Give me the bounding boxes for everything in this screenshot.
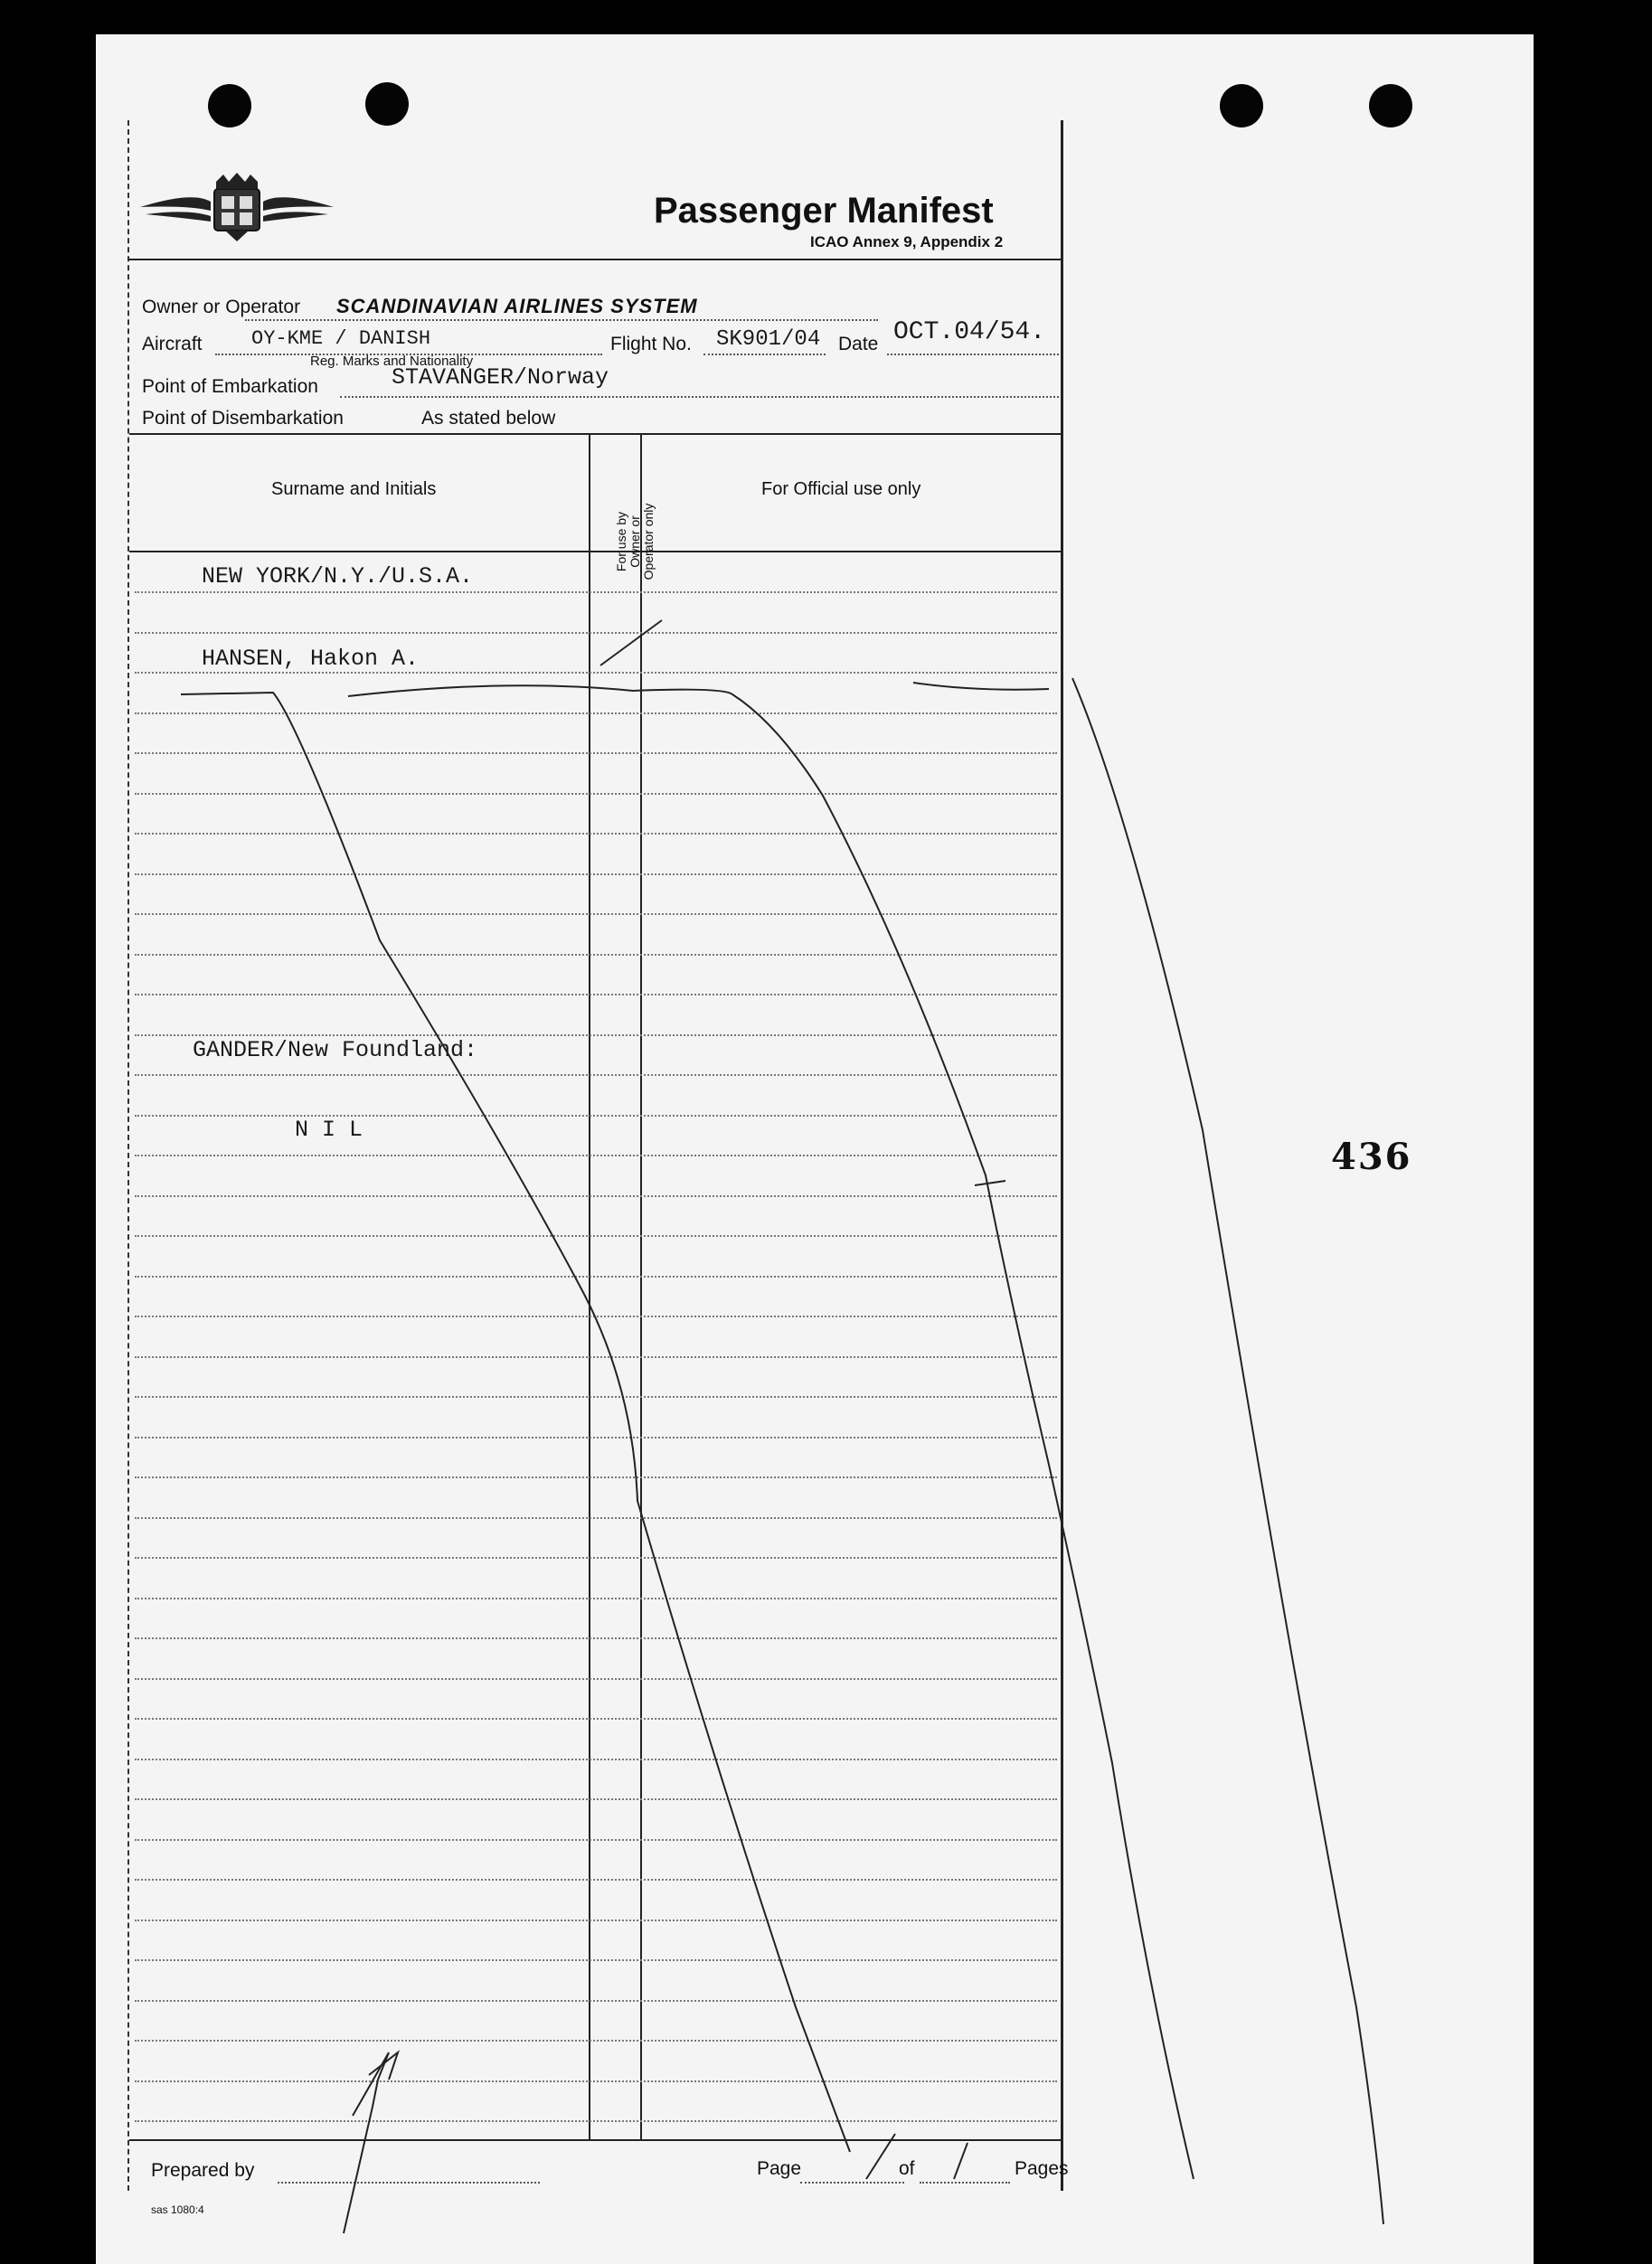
manifest-row xyxy=(135,1074,1057,1076)
manifest-row xyxy=(135,1839,1057,1841)
disembark-value: As stated below xyxy=(421,408,556,429)
manifest-row xyxy=(135,672,1057,674)
prepared-by-label: Prepared by xyxy=(151,2160,255,2181)
manifest-row xyxy=(135,752,1057,754)
manifest-row xyxy=(135,1235,1057,1237)
destination-gander: GANDER/New Foundland: xyxy=(193,1037,478,1063)
manifest-row xyxy=(135,913,1057,915)
nil-entry: N I L xyxy=(295,1117,363,1143)
manifest-row xyxy=(135,712,1057,714)
date-label: Date xyxy=(838,334,879,354)
destination-new-york: NEW YORK/N.Y./U.S.A. xyxy=(202,563,474,590)
of-label: of xyxy=(899,2158,915,2179)
page-label: Page xyxy=(757,2158,802,2179)
punch-hole xyxy=(1220,84,1263,127)
date-value: OCT.04/54. xyxy=(893,318,1046,346)
manifest-form xyxy=(127,120,1069,2216)
aircraft-value: OY-KME / DANISH xyxy=(251,327,431,350)
manifest-row xyxy=(135,1356,1057,1358)
manifest-row xyxy=(135,1195,1057,1197)
owner-value: SCANDINAVIAN AIRLINES SYSTEM xyxy=(336,295,698,317)
flight-label: Flight No. xyxy=(610,334,692,354)
manifest-row xyxy=(135,2040,1057,2042)
manifest-row xyxy=(135,1718,1057,1720)
column-header-official: For Official use only xyxy=(761,479,921,499)
pages-label: Pages xyxy=(1015,2158,1069,2179)
manifest-row xyxy=(135,793,1057,795)
manifest-row xyxy=(135,591,1057,593)
column-header-surname: Surname and Initials xyxy=(271,479,437,499)
page-title: Passenger Manifest xyxy=(654,191,994,231)
column-header-owner-use: For use by Owner or Operator only xyxy=(614,503,656,580)
manifest-row xyxy=(135,873,1057,875)
manifest-row xyxy=(135,1276,1057,1278)
manifest-row xyxy=(135,1678,1057,1680)
manifest-row xyxy=(135,1034,1057,1036)
manifest-row xyxy=(135,1517,1057,1519)
manifest-row xyxy=(135,2080,1057,2082)
manifest-row xyxy=(135,1476,1057,1478)
manifest-row xyxy=(135,1155,1057,1156)
manifest-row xyxy=(135,833,1057,835)
manifest-row xyxy=(135,1316,1057,1317)
manifest-row xyxy=(135,1598,1057,1599)
manifest-row xyxy=(135,1396,1057,1398)
punch-hole xyxy=(365,82,409,126)
manifest-row xyxy=(135,2000,1057,2002)
manifest-row xyxy=(135,1920,1057,1921)
aircraft-label: Aircraft xyxy=(142,334,203,354)
owner-label: Owner or Operator xyxy=(142,297,301,317)
punch-hole xyxy=(1369,84,1412,127)
manifest-row xyxy=(135,994,1057,995)
airline-crest-logo xyxy=(138,173,335,243)
manifest-row xyxy=(135,1798,1057,1800)
manifest-row xyxy=(135,1115,1057,1117)
manifest-row xyxy=(135,1759,1057,1760)
disembark-label: Point of Disembarkation xyxy=(142,408,344,429)
manifest-row xyxy=(135,1437,1057,1439)
manifest-row xyxy=(135,1879,1057,1881)
passenger-name: HANSEN, Hakon A. xyxy=(202,646,420,672)
flight-value: SK901/04 xyxy=(716,327,821,352)
manifest-row xyxy=(135,954,1057,956)
manifest-row xyxy=(135,1557,1057,1559)
manifest-row xyxy=(135,1959,1057,1961)
embark-label: Point of Embarkation xyxy=(142,376,318,397)
manifest-row xyxy=(135,1637,1057,1639)
archive-page-number: 436 xyxy=(1331,1136,1412,1178)
form-code: sas 1080:4 xyxy=(151,2203,204,2216)
aircraft-sublabel: Reg. Marks and Nationality xyxy=(310,354,474,369)
manifest-row xyxy=(135,2120,1057,2122)
embark-value: STAVANGER/Norway xyxy=(392,364,609,391)
page-subtitle: ICAO Annex 9, Appendix 2 xyxy=(810,233,1004,250)
manifest-row xyxy=(135,632,1057,634)
